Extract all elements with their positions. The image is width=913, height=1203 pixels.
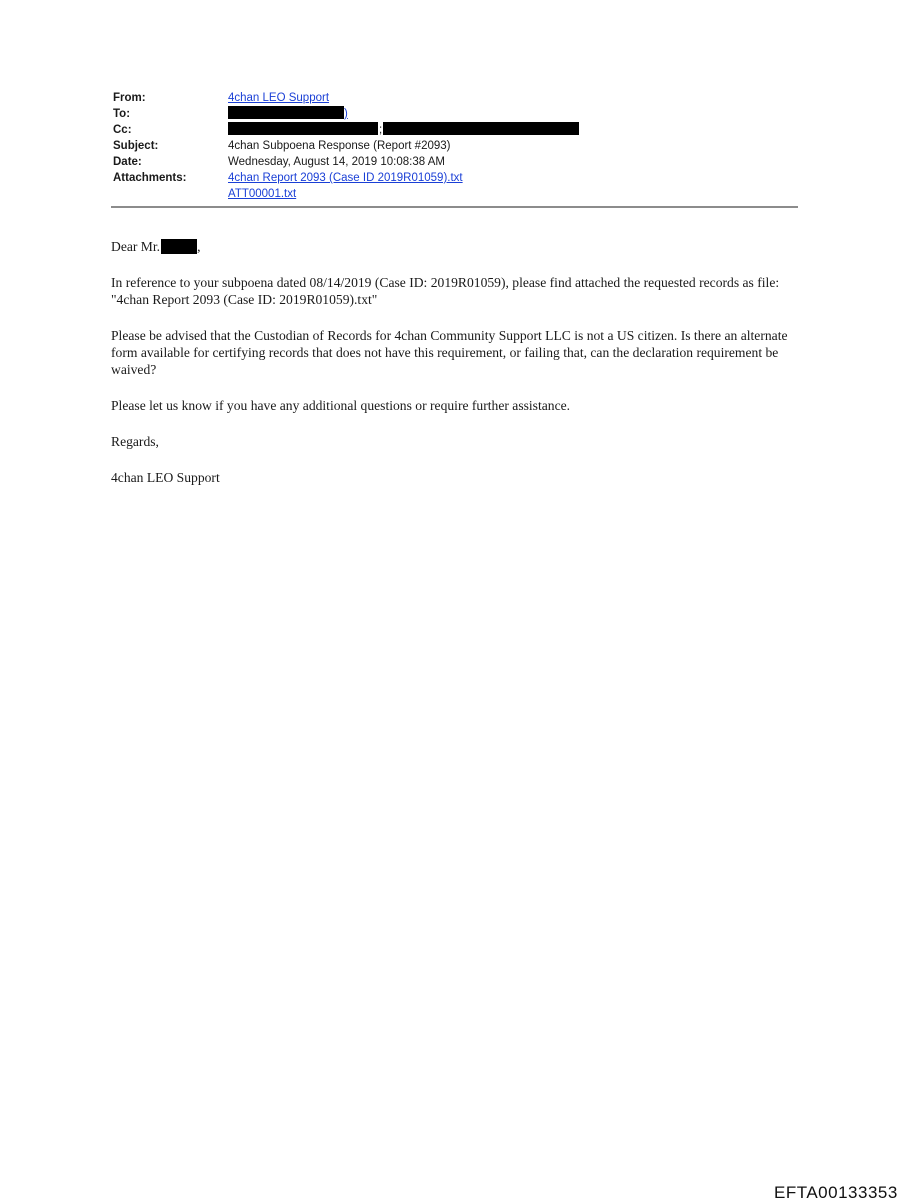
from-label: From: xyxy=(113,92,146,104)
sender-link[interactable]: 4chan LEO Support xyxy=(228,92,330,104)
to-row xyxy=(113,106,803,122)
subject-label: Subject: xyxy=(113,140,159,152)
closing: Regards, xyxy=(111,434,159,449)
recipient-suffix[interactable]: ) xyxy=(344,108,348,120)
redacted-name xyxy=(161,239,197,254)
body-paragraph: Please be advised that the Custodian of Records for 4chan Community Support LLC is not a US citizen. Is there an alternate form available for certifying records that does not have this requirement, or failing that, can the declaration requirement be waived? xyxy=(111,328,788,377)
redacted-recipient xyxy=(228,106,344,119)
body-paragraph: Please let us know if you have any additional questions or require further assistance. xyxy=(111,398,571,413)
date-value: Wednesday, August 14, 2019 10:08:38 AM xyxy=(228,156,445,168)
cc-row xyxy=(113,122,803,138)
attachments-label: Attachments: xyxy=(113,172,187,184)
salutation: Dear Mr. , xyxy=(111,239,201,254)
attachments-row xyxy=(113,170,803,202)
redacted-cc-1 xyxy=(228,122,378,135)
signature: 4chan LEO Support xyxy=(111,470,220,485)
attachment-link[interactable]: 4chan Report 2093 (Case ID 2019R01059).txt xyxy=(228,172,463,184)
document-id: EFTA00133353 xyxy=(774,1183,898,1202)
subject-value: 4chan Subpoena Response (Report #2093) xyxy=(228,140,451,152)
email-body xyxy=(111,238,801,505)
email-header xyxy=(113,90,803,202)
header-divider xyxy=(111,206,798,208)
subject-row xyxy=(113,138,803,154)
date-label: Date: xyxy=(113,156,142,168)
redacted-cc-2 xyxy=(383,122,579,135)
date-row xyxy=(113,154,803,170)
body-paragraph: In reference to your subpoena dated 08/14/2019 (Case ID: 2019R01059), please find attached the requested records as file: "4chan Report 2093 (Case ID: 2019R01059).txt" xyxy=(111,275,780,307)
attachment-link[interactable]: ATT00001.txt xyxy=(228,188,297,200)
cc-label: Cc: xyxy=(113,124,132,136)
to-label: To: xyxy=(113,108,131,120)
from-row xyxy=(113,90,803,106)
cc-separator: ; xyxy=(379,124,383,136)
